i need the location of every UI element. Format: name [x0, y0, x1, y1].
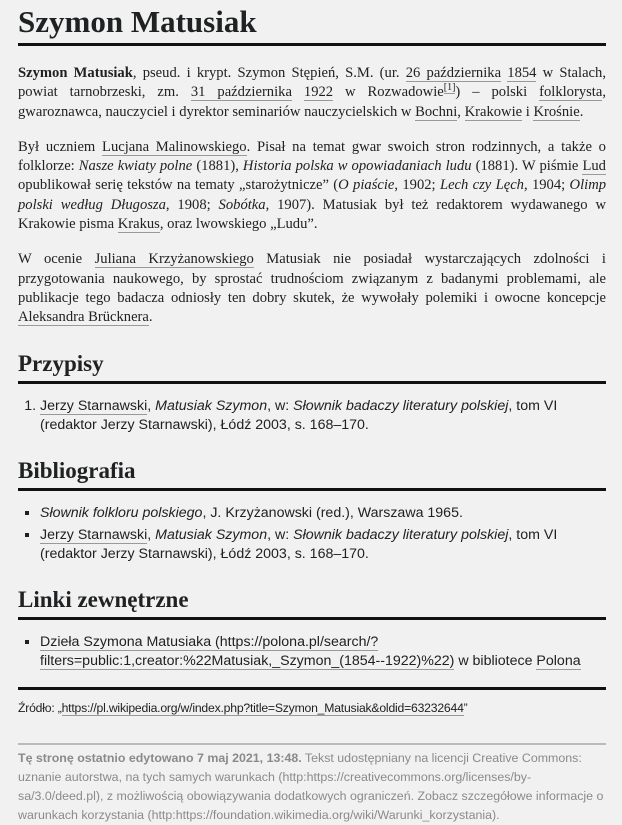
text: , 1902; — [394, 177, 440, 194]
text: , — [147, 397, 156, 414]
link[interactable]: Jerzy Starnawski — [40, 526, 148, 543]
text: , pseud. i krypt. Szymon Stępień, S.M. (ur. — [132, 65, 406, 81]
link[interactable]: Krakus — [117, 216, 160, 233]
list-item — [40, 397, 606, 435]
text: , J. Krzyżanowski (red.), Warszawa 1965. — [202, 504, 463, 521]
text: w bibliotece — [454, 652, 537, 669]
source-link[interactable]: https://pl.wikipedia.org/w/index.php?title=Szymon_Matusiak&oldid=63232644 — [61, 700, 464, 715]
paragraph — [18, 250, 606, 327]
text: Był uczniem — [18, 138, 103, 155]
italic-text: O piaście — [338, 177, 395, 194]
link[interactable]: Lucjana Malinowskiego — [102, 138, 247, 155]
footer-divider — [18, 743, 606, 745]
text: (1881). W piśmie — [471, 158, 583, 175]
italic-text: Matusiak Szymon — [155, 526, 268, 543]
list-item — [40, 526, 606, 564]
text: i — [522, 103, 534, 120]
text: ) – polski — [455, 84, 540, 101]
link[interactable]: 1854 — [507, 65, 537, 81]
link[interactable]: Polona — [536, 652, 581, 669]
link[interactable]: 26 października — [405, 65, 502, 81]
text: , — [147, 526, 156, 543]
italic-text: Słownik badaczy literatury polskiej — [293, 526, 509, 543]
italic-text: Słownik badaczy literatury polskiej — [293, 397, 509, 414]
text: , 1904; — [523, 177, 570, 194]
footer — [18, 749, 606, 825]
link[interactable]: Krakowie — [464, 103, 523, 120]
text: , gwaroznawca, nauczyciel i dyrektor seminariów nauczycielskich w — [18, 84, 606, 120]
text: Matusiak nie posiadał wystarczających zdolności i przygotowania naukowego, by sprostać trudnościom związanym z badanymi problemami, ale publikacje tego badacza odniosły ten dobry skutek, że wywołały polemiki i owocne koncepcje — [18, 251, 606, 306]
link[interactable]: Jerzy Starnawski — [40, 397, 148, 414]
section-heading: Bibliografia — [18, 457, 606, 491]
italic-text: Nasze kwiaty polne — [78, 158, 193, 175]
italic-text: Słownik folkloru polskiego — [40, 504, 203, 521]
bullet-list — [18, 504, 606, 564]
list-item — [40, 633, 606, 671]
bullet-list — [18, 633, 606, 671]
text: . — [579, 103, 584, 120]
section-heading: Linki zewnętrzne — [18, 586, 606, 620]
source-prefix: Źródło: „ — [18, 700, 62, 715]
link[interactable]: Aleksandra Brücknera — [18, 309, 149, 326]
text: , oraz lwowskiego „Ludu”. — [159, 216, 318, 233]
italic-text: Olimp polski według Długosza — [18, 177, 607, 213]
link[interactable]: 1922 — [303, 84, 334, 101]
paragraph — [18, 138, 606, 234]
italic-text: Sobótka — [218, 196, 266, 213]
divider — [18, 687, 606, 690]
page-title: Szymon Matusiak — [18, 0, 606, 46]
text: , — [457, 103, 465, 120]
references-list — [18, 397, 606, 435]
list-item — [40, 504, 606, 523]
article-sections — [18, 350, 606, 671]
link[interactable]: Krośnie — [533, 103, 580, 120]
italic-text: Lech czy Lęch — [439, 177, 524, 194]
link[interactable]: Lud — [582, 158, 606, 175]
source-suffix: ” — [463, 700, 468, 715]
link[interactable]: Dzieła Szymona Matusiaka (https://polona.pl/search/?filters=public:1,creator:%22Matusiak,_Szymon_(1854--1922)%22) — [40, 633, 455, 669]
source-line — [18, 701, 606, 715]
text: , tom VI (redaktor Jerzy Starnawski), Łódź 2003, s. 168–170. — [40, 397, 558, 433]
text: , 1908; — [165, 196, 219, 213]
text: opublikował serię tekstów na tematy „starożytnicze” ( — [18, 177, 339, 194]
text: (1881), — [192, 158, 243, 175]
last-edited: Tę stronę ostatnio edytowano 7 maj 2021, 13:48. — [18, 750, 302, 765]
article-body — [18, 64, 606, 328]
bold-text: Szymon Matusiak — [18, 65, 133, 81]
link[interactable]: Bochni — [415, 103, 458, 120]
section-heading: Przypisy — [18, 350, 606, 384]
text: , tom VI (redaktor Jerzy Starnawski), Łódź 2003, s. 168–170. — [40, 526, 558, 562]
text: , w: — [267, 526, 294, 543]
link[interactable]: 31 października — [190, 84, 292, 101]
text: w Rozwadowie — [333, 84, 444, 101]
text: . — [148, 309, 153, 326]
paragraph — [18, 64, 606, 122]
text: w Stalach, powiat tarnobrzeski, zm. — [18, 65, 606, 101]
text: . Pisał na temat gwar swoich stron rodzinnych, a także o folklorze: — [18, 138, 606, 175]
link[interactable]: Juliana Krzyżanowskiego — [94, 251, 254, 268]
license-text: Tekst udostępniany na licencji Creative Commons: uznanie autorstwa, na tych samych warunkach (http:https://creativecommons.org/licenses/by-sa/3.0/deed.pl), z możliwością obowiązywania dodatkowych ograniczeń. Zobacz szczegółowe informacje o warunkach korzystania (http:https://foundation.wikimedia.org/wiki/Warunki_korzystania). — [18, 750, 604, 822]
footnote-ref[interactable] — [444, 82, 456, 94]
text: , 1907). Matusiak był też redaktorem wydawanego w Krakowie pisma — [18, 196, 606, 233]
text: W ocenie — [18, 251, 95, 268]
italic-text: Matusiak Szymon — [155, 397, 268, 414]
text — [292, 84, 304, 100]
text: , w: — [267, 397, 294, 414]
footnote-link[interactable]: [1] — [443, 82, 456, 94]
italic-text: Historia polska w opowiadaniach ludu — [242, 158, 472, 175]
link[interactable]: folklorysta — [539, 84, 603, 101]
